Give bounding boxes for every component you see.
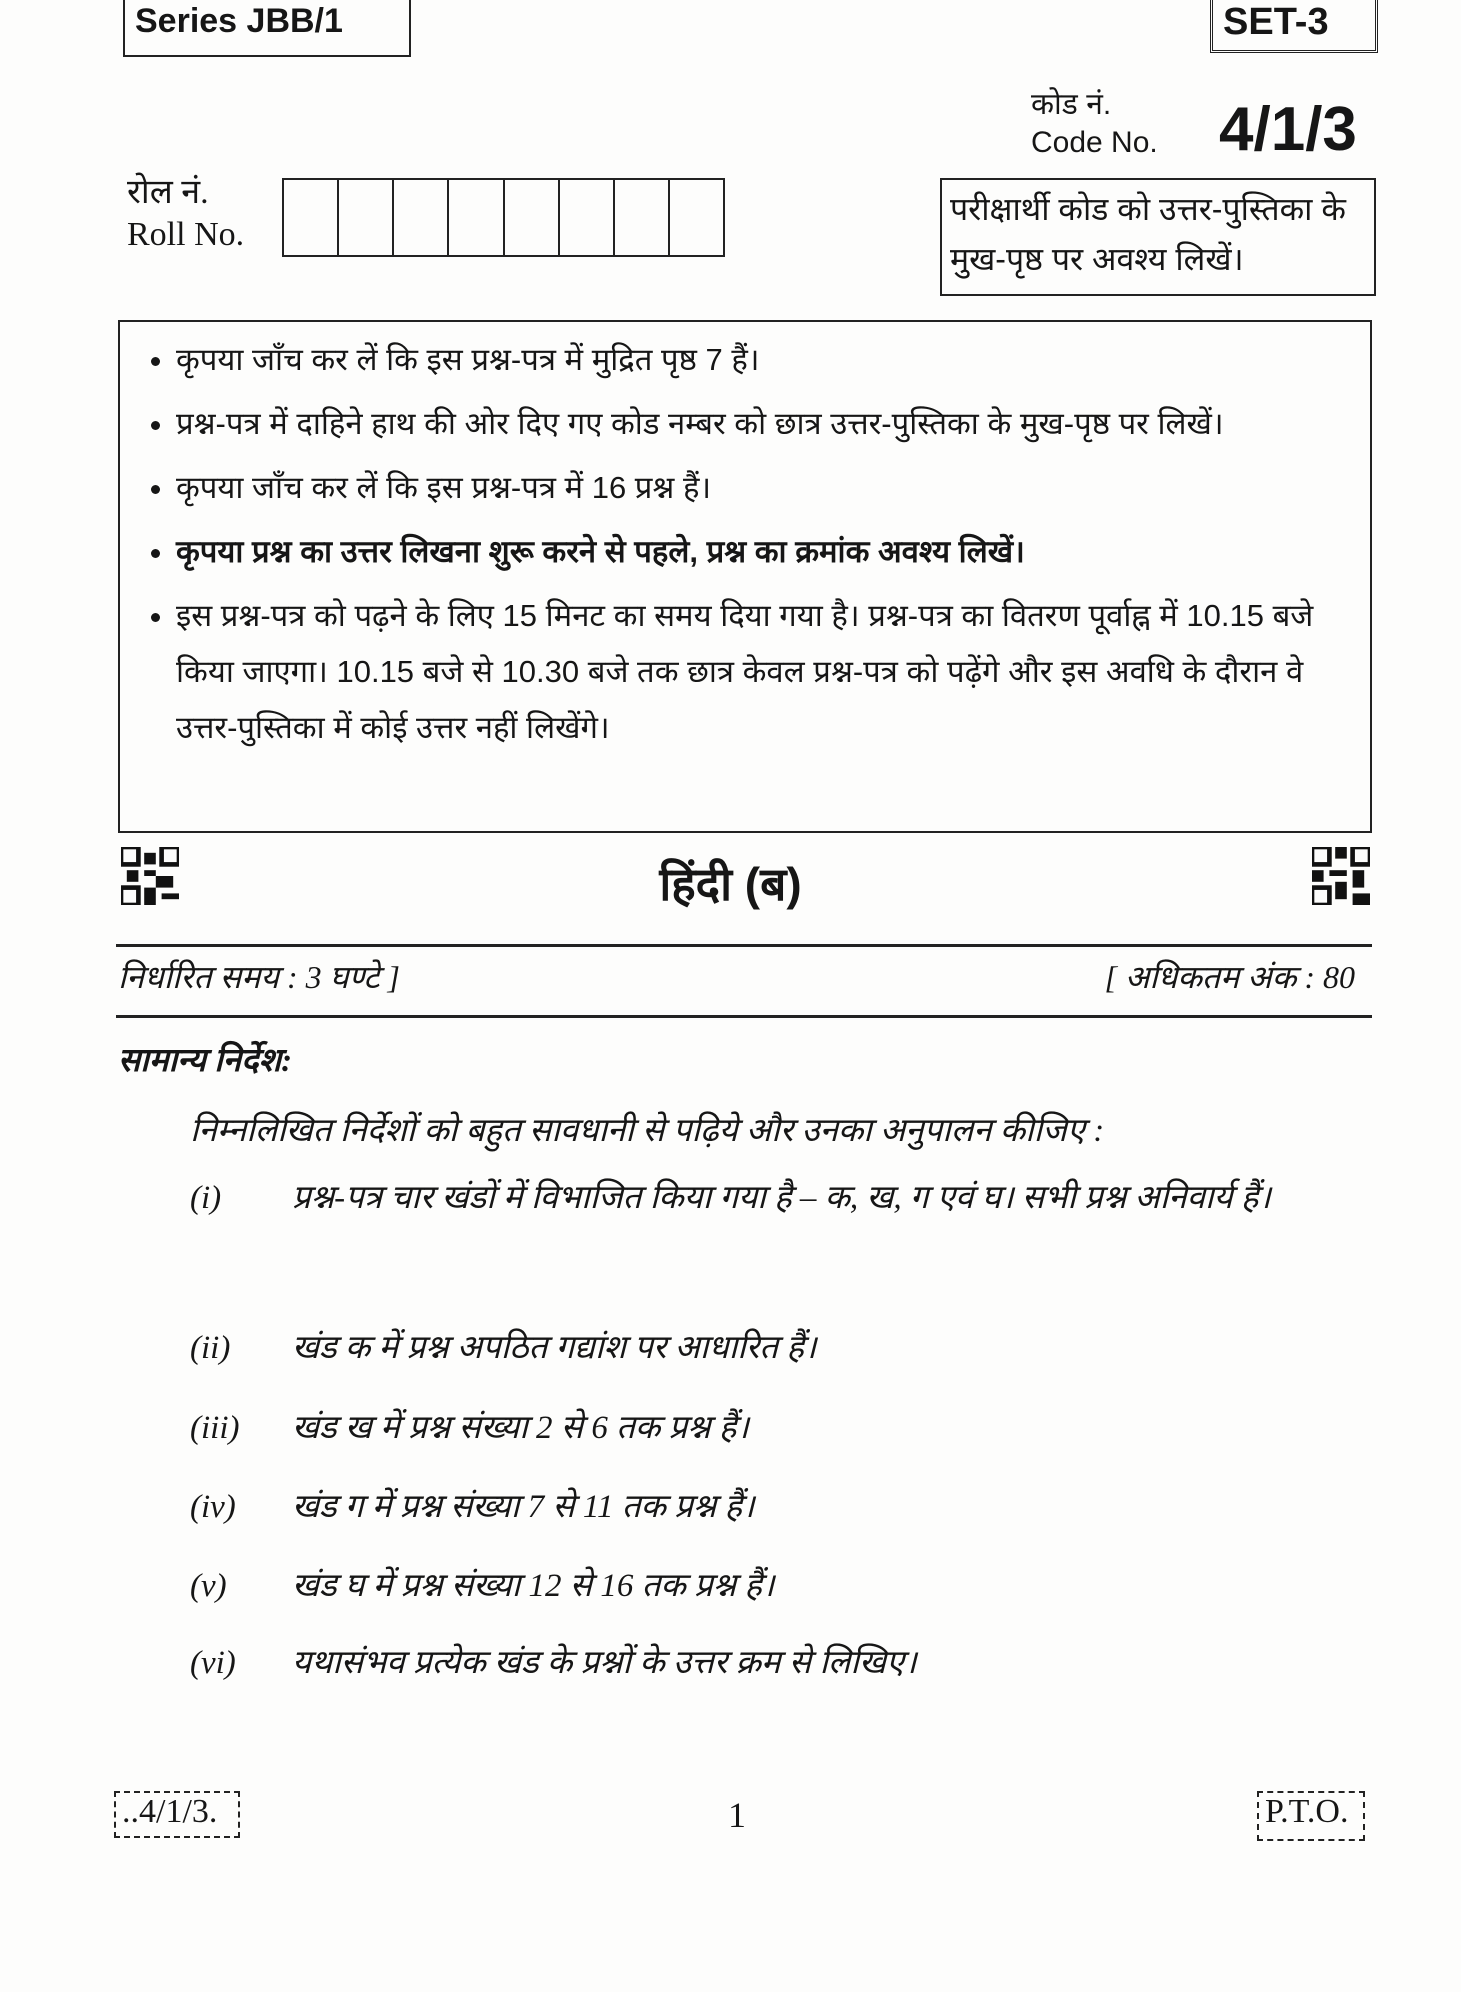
item-text: प्रश्न-पत्र चार खंडों में विभाजित किया गया है – क, ख, ग एवं घ। सभी प्रश्न अनिवार्य हैं। xyxy=(292,1180,1271,1216)
roll-box[interactable] xyxy=(615,180,670,255)
roll-number-boxes[interactable] xyxy=(282,178,725,257)
instruction-item: • कृपया जाँच कर लें कि इस प्रश्न-पत्र में मुद्रित पृष्ठ 7 हैं। xyxy=(176,332,1350,388)
divider xyxy=(116,944,1372,947)
roll-label xyxy=(127,172,244,256)
item-text: खंड घ में प्रश्न संख्या 12 से 16 तक प्रश्न हैं। xyxy=(292,1568,775,1604)
general-instructions-intro: निम्नलिखित निर्देशों को बहुत सावधानी से पढ़िये और उनका अनुपालन कीजिए : xyxy=(190,1113,1105,1149)
instructions-list xyxy=(140,332,1350,756)
instruction-item: • इस प्रश्न-पत्र को पढ़ने के लिए 15 मिनट का समय दिया गया है। प्रश्न-पत्र का वितरण पूर्वाह्न में 10.15 बजे किया जाएगा। 10.15 बजे से 10.30 बजे तक छात्र केवल प्रश्न-पत्र को पढ़ेंगे और इस अवधि के दौरान वे उत्तर-पुस्तिका में कोई उत्तर नहीं लिखेंगे। xyxy=(176,588,1350,756)
roll-box[interactable] xyxy=(394,180,449,255)
item-text: खंड ख में प्रश्न संख्या 2 से 6 तक प्रश्न हैं। xyxy=(292,1410,749,1446)
roll-box[interactable] xyxy=(284,180,339,255)
roll-label-hindi: रोल नं. xyxy=(127,174,209,211)
divider xyxy=(116,1015,1372,1018)
item-number: (iii) xyxy=(190,1410,240,1446)
maximum-marks: [ अधिकतम अंक : 80 xyxy=(1104,959,1355,995)
set-label: SET-3 xyxy=(1210,0,1378,53)
item-text: यथासंभव प्रत्येक खंड के प्रश्नों के उत्तर क्रम से लिखिए। xyxy=(292,1645,917,1681)
roll-box[interactable] xyxy=(560,180,615,255)
item-number: (ii) xyxy=(190,1330,231,1366)
roll-label-english: Roll No. xyxy=(127,216,245,253)
code-number: 4/1/3 xyxy=(1219,95,1357,164)
page-number: 1 xyxy=(728,1795,746,1835)
code-label-hindi: कोड नं. xyxy=(1031,88,1112,121)
item-text: खंड ग में प्रश्न संख्या 7 से 11 तक प्रश्न हैं। xyxy=(292,1489,755,1525)
item-number: (iv) xyxy=(190,1489,236,1525)
roll-box[interactable] xyxy=(670,180,723,255)
roll-box[interactable] xyxy=(505,180,560,255)
instruction-item: • प्रश्न-पत्र में दाहिने हाथ की ओर दिए गए कोड नम्बर को छात्र उत्तर-पुस्तिका के मुख-पृष्ठ पर लिखें। xyxy=(176,396,1350,452)
item-number: (v) xyxy=(190,1568,227,1604)
item-text: खंड क में प्रश्न अपठित गद्यांश पर आधारित हैं। xyxy=(292,1330,817,1366)
general-instructions-heading: सामान्य निर्देश: xyxy=(118,1043,293,1079)
roll-box[interactable] xyxy=(339,180,394,255)
code-note: परीक्षार्थी कोड को उत्तर-पुस्तिका के मुख-पृष्ठ पर अवश्य लिखें। xyxy=(940,178,1376,296)
item-number: (vi) xyxy=(190,1645,236,1681)
instructions-box xyxy=(118,320,1372,833)
code-label-english: Code No. xyxy=(1031,126,1158,159)
instruction-item: • कृपया जाँच कर लें कि इस प्रश्न-पत्र में 16 प्रश्न हैं। xyxy=(176,460,1350,516)
pto-label: P.T.O. xyxy=(1257,1791,1365,1841)
subject-title: हिंदी (ब) xyxy=(659,858,802,910)
time-allowed: निर्धारित समय : 3 घण्टे ] xyxy=(118,959,400,995)
instruction-item: • कृपया प्रश्न का उत्तर लिखना शुरू करने से पहले, प्रश्न का क्रमांक अवश्य लिखें। xyxy=(176,524,1350,580)
code-label xyxy=(1031,86,1158,162)
footer-code: ..4/1/3. xyxy=(114,1791,240,1838)
item-number: (i) xyxy=(190,1180,222,1216)
series-label: Series JBB/1 xyxy=(123,0,411,57)
roll-box[interactable] xyxy=(449,180,504,255)
